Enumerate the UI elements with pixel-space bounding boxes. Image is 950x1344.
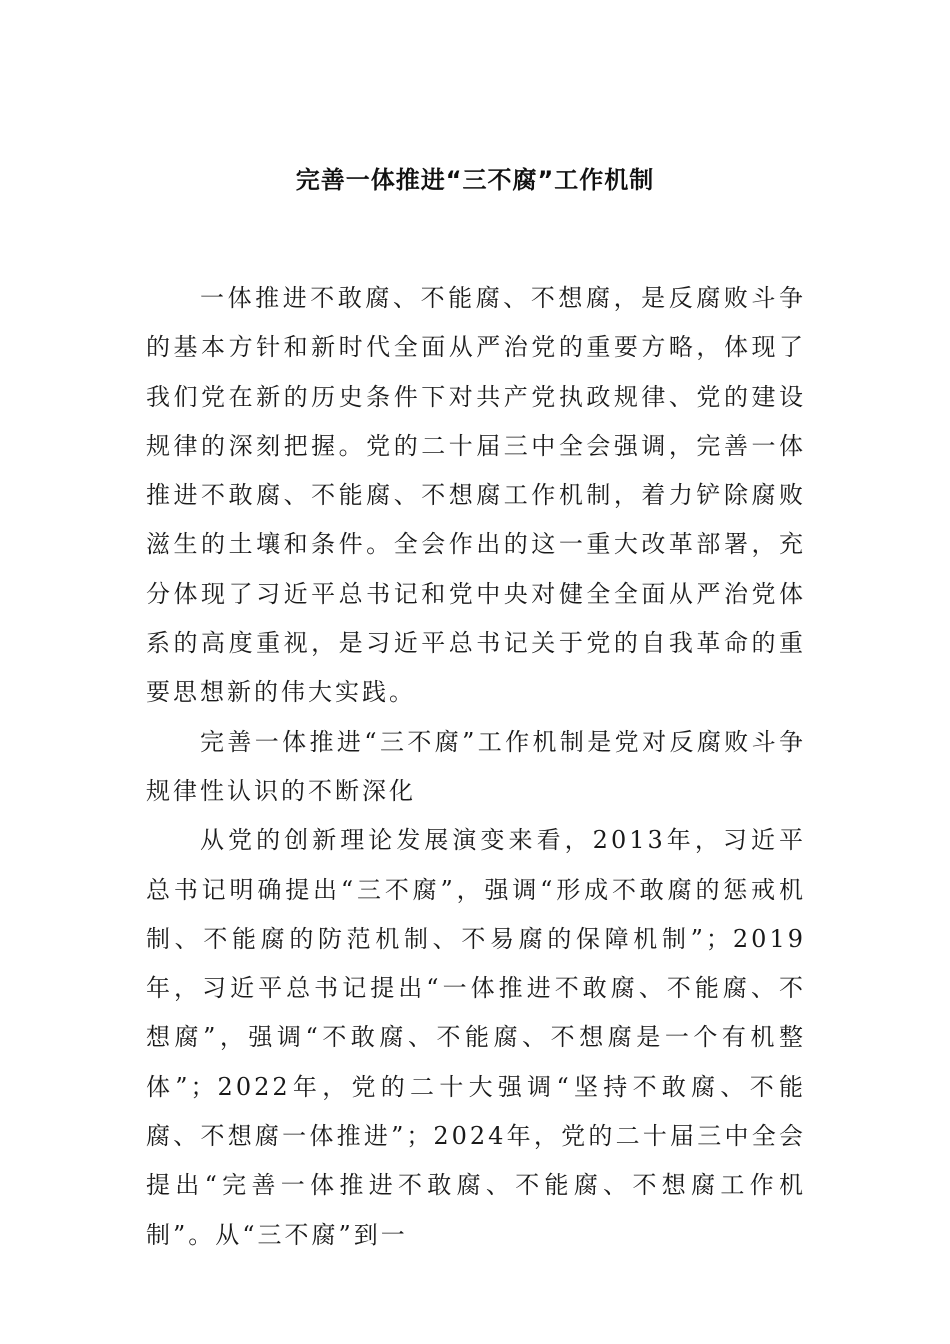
paragraph-intro: 一体推进不敢腐、不能腐、不想腐，是反腐败斗争的基本方针和新时代全面从严治党的重要方略，体现了我们党在新的历史条件下对共产党执政规律、党的建设规律的深刻把握。党的二十届三中全会强调，完善一体推进不敢腐、不能腐、不想腐工作机制，着力铲除腐败滋生的土壤和条件。全会作出的这一重大改革部署，充分体现了习近平总书记和党中央对健全全面从严治党体系的高度重视，是习近平总书记关于党的自我革命的重要思想新的伟大实践。	[146, 284, 806, 707]
document-title: 完善一体推进“三不腐”工作机制	[295, 166, 655, 194]
paragraph-heading: 完善一体推进“三不腐”工作机制是党对反腐败斗争规律性认识的不断深化	[146, 727, 806, 805]
paragraph-theory: 从党的创新理论发展演变来看，2013年，习近平总书记明确提出“三不腐”，强调“形成不敢腐的惩戒机制、不能腐的防范机制、不易腐的保障机制”；2019年，习近平总书记提出“一体推进不敢腐、不能腐、不想腐”，强调“不敢腐、不能腐、不想腐是一个有机整体”；2022年，党的二十大强调“坚持不敢腐、不能腐、不想腐一体推进”；2024年，党的二十届三中全会提出“完善一体推进不敢腐、不能腐、不想腐工作机制”。从“三不腐”到一	[146, 826, 806, 1249]
document-body	[146, 274, 806, 1260]
